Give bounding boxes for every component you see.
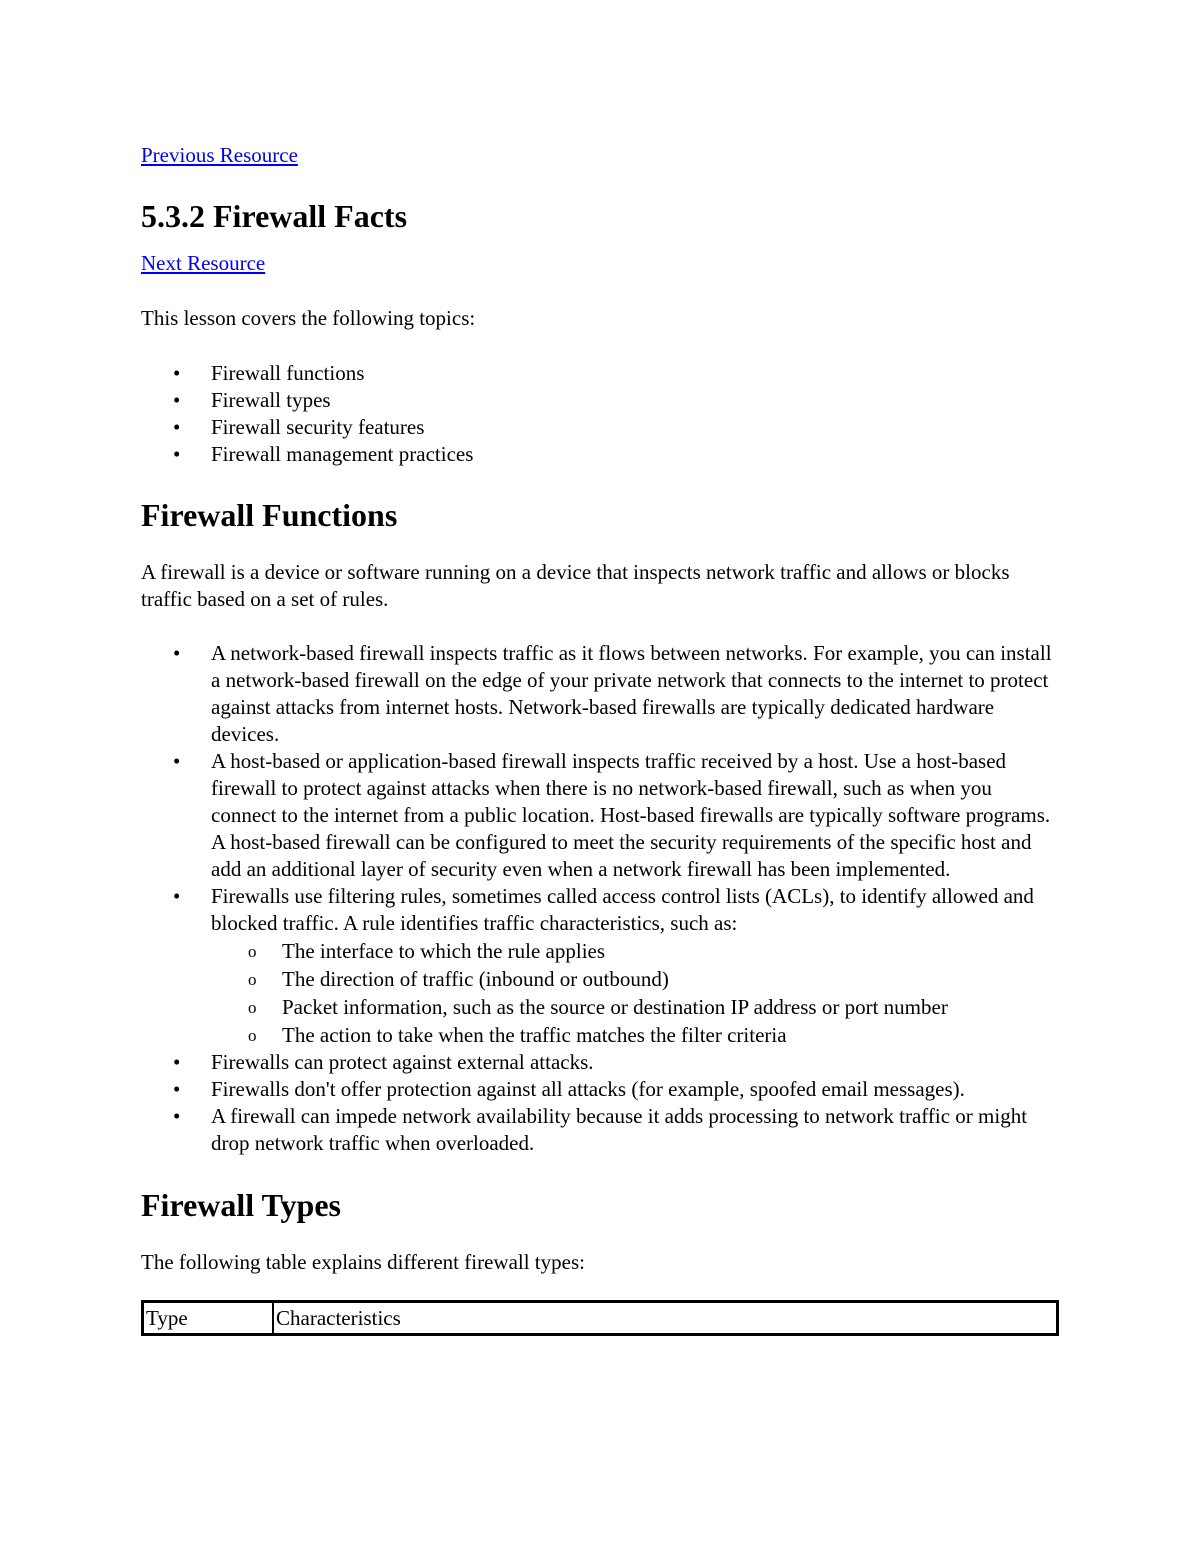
functions-paragraph: A firewall is a device or software running on a device that inspects network traffic and allows or blocks traffic based on a set of rules. <box>141 560 1010 611</box>
list-item: • A host-based or application-based firewall inspects traffic received by a host. Use a host-based firewall to protect against attacks when there is no network-based firewall, such as when you connect to the internet from a public location. Host-based firewalls are typically software programs. A host-based firewall can be configured to meet the security requirements of the specific host and add an additional layer of security even when a network firewall has been implemented. <box>211 748 1061 883</box>
firewall-functions-heading: Firewall Functions <box>141 497 398 533</box>
next-resource-link[interactable]: Next Resource <box>141 251 266 275</box>
list-item: • A network-based firewall inspects traffic as it flows between networks. For example, you can install a network-based firewall on the edge of your private network that connects to the internet to protect against attacks from internet hosts. Network-based firewalls are typically dedicated hardware devices. <box>211 640 1061 748</box>
rule-characteristics-list <box>211 937 1061 1049</box>
list-item: • A firewall can impede network availability because it adds processing to network traffic or might drop network traffic when overloaded. <box>211 1103 1061 1157</box>
table-header-type: Type <box>143 1302 274 1335</box>
firewall-types-heading: Firewall Types <box>141 1187 341 1223</box>
list-item: • Firewall security features <box>211 414 1061 441</box>
table-header-characteristics: Characteristics <box>276 1305 401 1330</box>
sub-list-item: o The direction of traffic (inbound or outbound) <box>282 965 1061 993</box>
functions-list <box>141 640 1061 1157</box>
list-item: • Firewalls don't offer protection against all attacks (for example, spoofed email messages). <box>211 1076 1061 1103</box>
page-title: 5.3.2 Firewall Facts <box>141 198 408 234</box>
document-content <box>141 142 1061 1336</box>
table-header-row <box>143 1302 1058 1335</box>
types-intro: The following table explains different firewall types: <box>141 1250 585 1274</box>
list-item-text: Firewalls use filtering rules, sometimes called access control lists (ACLs), to identify allowed and blocked traffic. A rule identifies traffic characteristics, such as: <box>211 884 1034 935</box>
list-item: • Firewall types <box>211 387 1061 414</box>
firewall-types-table <box>141 1300 1059 1336</box>
list-item: • Firewall functions <box>211 360 1061 387</box>
intro-paragraph: This lesson covers the following topics: <box>141 306 476 330</box>
list-item <box>211 883 1061 1049</box>
sub-list-item: o The interface to which the rule applies <box>282 937 1061 965</box>
topics-list <box>141 360 1061 468</box>
previous-resource-link[interactable]: Previous Resource <box>141 143 298 167</box>
list-item: • Firewalls can protect against external attacks. <box>211 1049 1061 1076</box>
sub-list-item: o Packet information, such as the source or destination IP address or port number <box>282 993 1061 1021</box>
list-item: • Firewall management practices <box>211 441 1061 468</box>
sub-list-item: o The action to take when the traffic matches the filter criteria <box>282 1021 1061 1049</box>
